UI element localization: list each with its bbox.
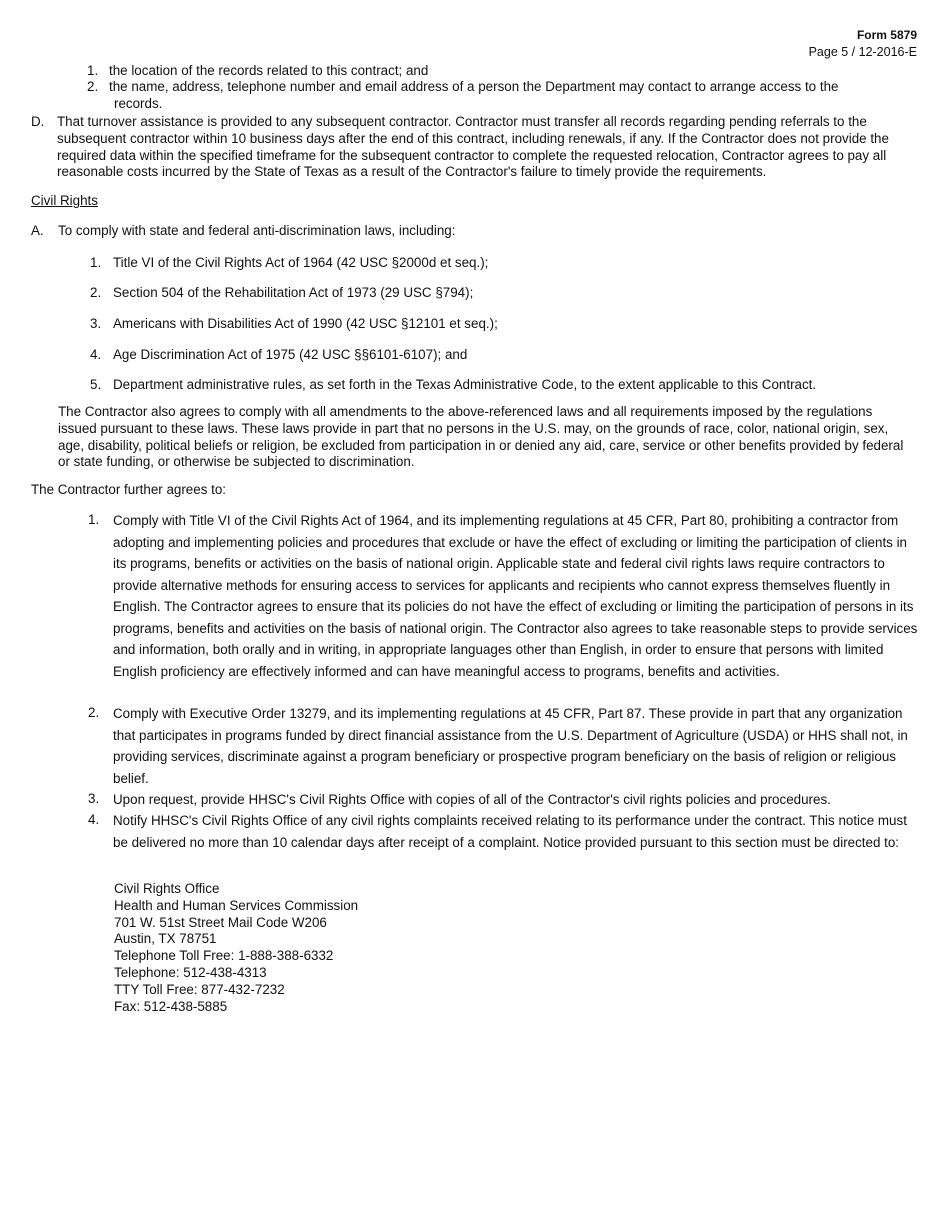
- law-item: Section 504 of the Rehabilitation Act of 1973 (29 USC §794);: [113, 285, 474, 300]
- law-item: Title VI of the Civil Rights Act of 1964 (42 USC §2000d et seq.);: [113, 255, 489, 270]
- agreement-item: Comply with Title VI of the Civil Rights Act of 1964, and its implementing regulations at 45 CFR, Part 80, prohibiting a contractor from adopting and implementing policies and procedures that exclude or have the effect of excluding or limiting the participation of clients in its programs, benefits or activities on the basis of national origin. Applicable state and federal civil rights laws require contractors to provide alternative methods for ensuring access to services for applicants and recipients who cannot express themselves fluently in English. The Contractor agrees to ensure that its policies do not have the effect of excluding or limiting the participation of persons in its programs, benefits and activities on the basis of national origin. The Contractor also agrees to take reasonable steps to provide services and information, both orally and in writing, in appropriate languages other than English, in order to ensure that persons with limited English proficiency are effectively informed and can have meaningful access to programs, benefits and activities.: [113, 513, 918, 679]
- further-agrees-text: The Contractor further agrees to:: [31, 482, 227, 497]
- law-number: 2.: [90, 285, 102, 300]
- address-block: [114, 881, 358, 1015]
- section-a-letter: A.: [31, 223, 44, 238]
- law-item: Age Discrimination Act of 1975 (42 USC §§6101-6107); and: [113, 347, 468, 362]
- agreement-item: Comply with Executive Order 13279, and its implementing regulations at 45 CFR, Part 87. These provide in part that any organization that participates in programs funded by direct financial assistance from the U.S. Department of Agriculture (USDA) or HHS shall not, in providing services, discriminate against a program beneficiary or prospective program beneficiary on the basis of religion or religious belief.: [113, 706, 908, 786]
- address-line: Health and Human Services Commission: [114, 897, 359, 913]
- address-line: Fax: 512-438-5885: [114, 998, 228, 1014]
- list-item: the name, address, telephone number and email address of a person the Department may contact to arrange access to the: [109, 79, 839, 94]
- list-item-number: 1.: [87, 63, 99, 78]
- law-number: 5.: [90, 377, 102, 392]
- list-item-continuation: records.: [114, 96, 163, 111]
- law-item: Americans with Disabilities Act of 1990 (42 USC §12101 et seq.);: [113, 316, 498, 331]
- address-line: Austin, TX 78751: [114, 931, 217, 947]
- form-number: Form 5879: [856, 28, 917, 42]
- section-d-letter: D.: [31, 114, 45, 129]
- address-line: Telephone: 512-438-4313: [114, 964, 267, 980]
- law-number: 1.: [90, 255, 102, 270]
- section-a-text: To comply with state and federal anti-discrimination laws, including:: [58, 223, 456, 238]
- address-line: Telephone Toll Free: 1-888-388-6332: [114, 948, 334, 964]
- list-item-number: 2.: [87, 79, 99, 94]
- agreement-number: 1.: [88, 512, 100, 527]
- section-d-text: That turnover assistance is provided to any subsequent contractor. Contractor must transfer all records regarding pending referrals to the subsequent contractor within 10 business days after the end of this contract, including renewals, if any. If the Contractor does not provide the required data within the specified timeframe for the subsequent contractor to complete the requested relocation, Contractor agrees to pay all reasonable costs incurred by the State of Texas as a result of the Contractor's failure to timely provide the requirements.: [57, 114, 889, 180]
- law-item: Department administrative rules, as set forth in the Texas Administrative Code, to the extent applicable to this Contract.: [113, 377, 817, 392]
- agreement-number: 3.: [88, 791, 100, 806]
- law-number: 3.: [90, 316, 102, 331]
- list-item: the location of the records related to this contract; and: [109, 63, 429, 78]
- agreement-item: Upon request, provide HHSC's Civil Rights Office with copies of all of the Contractor's civil rights policies and procedures.: [113, 792, 831, 807]
- address-line: 701 W. 51st Street Mail Code W206: [114, 914, 327, 930]
- agreement-item: Notify HHSC's Civil Rights Office of any civil rights complaints received relating to its performance under the contract. This notice must be delivered no more than 10 calendar days after receipt of a complaint. Notice provided pursuant to this section must be directed to:: [113, 813, 907, 850]
- agreement-number: 2.: [88, 705, 100, 720]
- law-number: 4.: [90, 347, 102, 362]
- address-line: Civil Rights Office: [114, 881, 220, 896]
- agreement-number: 4.: [88, 812, 100, 827]
- address-line: TTY Toll Free: 877-432-7232: [114, 981, 285, 997]
- page-info: Page 5 / 12-2016-E: [808, 45, 917, 59]
- civil-rights-heading: Civil Rights: [31, 193, 98, 208]
- amendments-paragraph: The Contractor also agrees to comply with all amendments to the above-referenced laws and all requirements imposed by the regulations issued pursuant to these laws. These laws provide in part that no persons in the U.S. may, on the grounds of race, color, national origin, sex, age, disability, political beliefs or religion, be excluded from participation in or denied any aid, care, service or other benefits provided by federal or state funding, or otherwise be subjected to discrimination.: [58, 404, 904, 470]
